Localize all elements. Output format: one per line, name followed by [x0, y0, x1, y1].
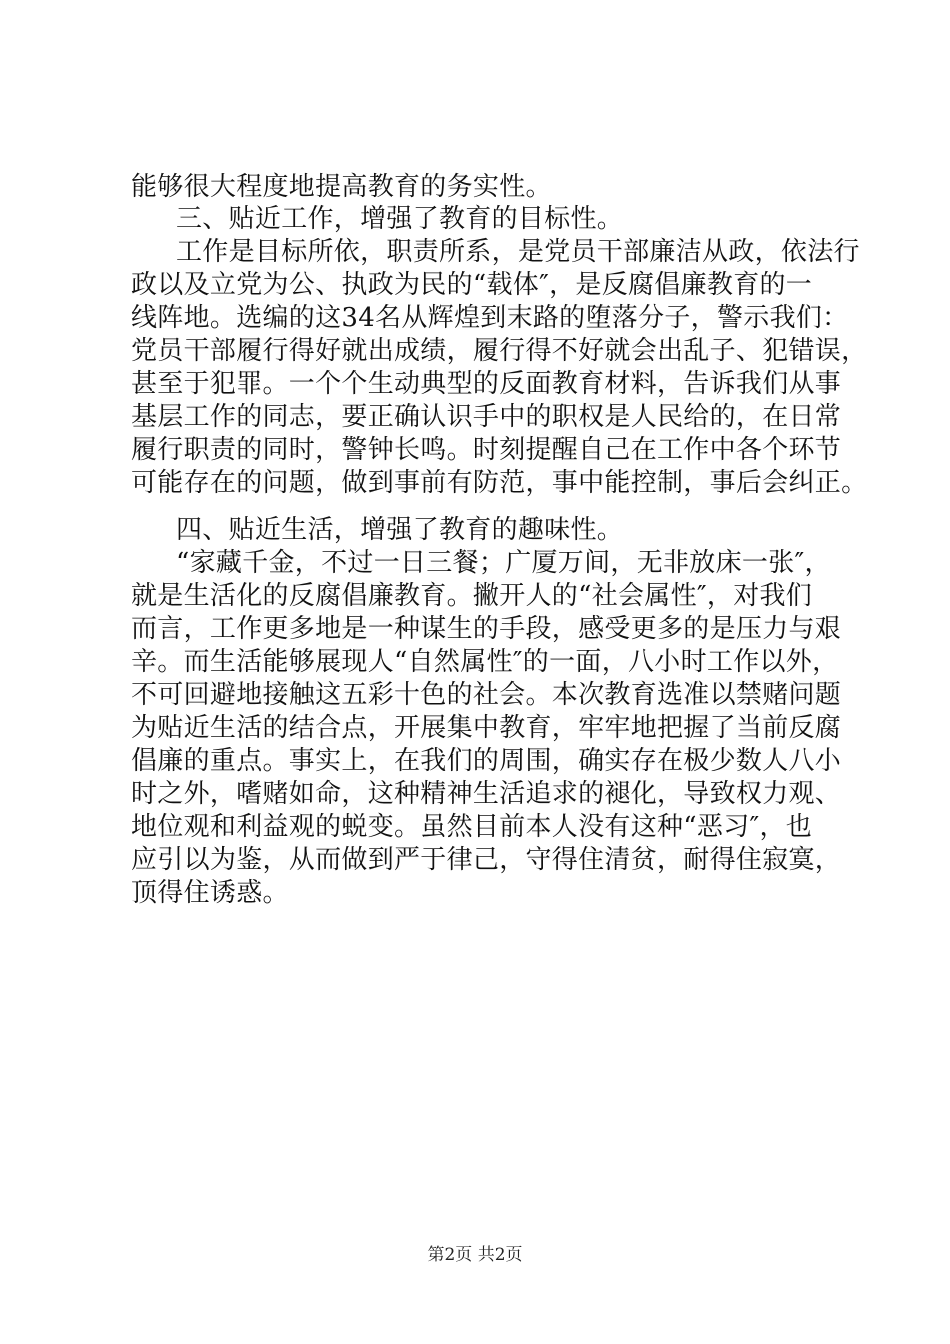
paragraph-line: “家藏千金，不过一日三餐；广厦万间，无非放床一张″， — [176, 548, 831, 578]
paragraph-line: 时之外，嗜赌如命，这种精神生活追求的褪化，导致权力观、 — [131, 779, 842, 809]
paragraph-line: 地位观和利益观的蜕变。虽然目前本人没有这种“恶习″，也 — [131, 812, 813, 842]
paragraph-line: 线阵地。选编的这34名从辉煌到末路的堕落分子，警示我们： — [131, 303, 849, 333]
paragraph-line: 履行职责的同时，警钟长鸣。时刻提醒自己在工作中各个环节 — [131, 435, 842, 465]
paragraph-line: 可能存在的问题，做到事前有防范，事中能控制，事后会纠正。 — [131, 468, 868, 498]
paragraph-line: 就是生活化的反腐倡廉教育。撇开人的“社会属性″，对我们 — [131, 581, 813, 611]
paragraph-line: 为贴近生活的结合点，开展集中教育，牢牢地把握了当前反腐 — [131, 713, 842, 743]
paragraph-line: 而言，工作更多地是一种谋生的手段，感受更多的是压力与艰 — [131, 614, 842, 644]
paragraph-line: 甚至于犯罪。一个个生动典型的反面教育材料，告诉我们从事 — [131, 369, 842, 399]
paragraph-line: 基层工作的同志，要正确认识手中的职权是人民给的，在日常 — [131, 402, 842, 432]
paragraph-line: 党员干部履行得好就出成绩，履行得不好就会出乱子、犯错误， — [131, 336, 868, 366]
paragraph-line: 不可回避地接触这五彩十色的社会。本次教育选准以禁赌问题 — [131, 680, 842, 710]
paragraph-line: 倡廉的重点。事实上，在我们的周围，确实存在极少数人八小 — [131, 746, 842, 776]
paragraph-line: 辛。而生活能够展现人“自然属性″的一面，八小时工作以外， — [131, 647, 839, 677]
paragraph-line: 应引以为鉴，从而做到严于律己，守得住清贫，耐得住寂寞， — [131, 845, 842, 875]
section-heading: 三、贴近工作，增强了教育的目标性。 — [176, 204, 624, 234]
page-number-footer: 第2页 共2页 — [427, 1245, 523, 1265]
section-heading: 四、贴近生活，增强了教育的趣味性。 — [176, 515, 624, 545]
paragraph-line: 工作是目标所依，职责所系，是党员干部廉洁从政，依法行 — [176, 237, 860, 267]
paragraph-line: 能够很大程度地提高教育的务实性。 — [131, 172, 552, 202]
paragraph-line: 政以及立党为公、执政为民的“载体″，是反腐倡廉教育的一 — [131, 270, 813, 300]
paragraph-line: 顶得住诱惑。 — [131, 878, 289, 908]
